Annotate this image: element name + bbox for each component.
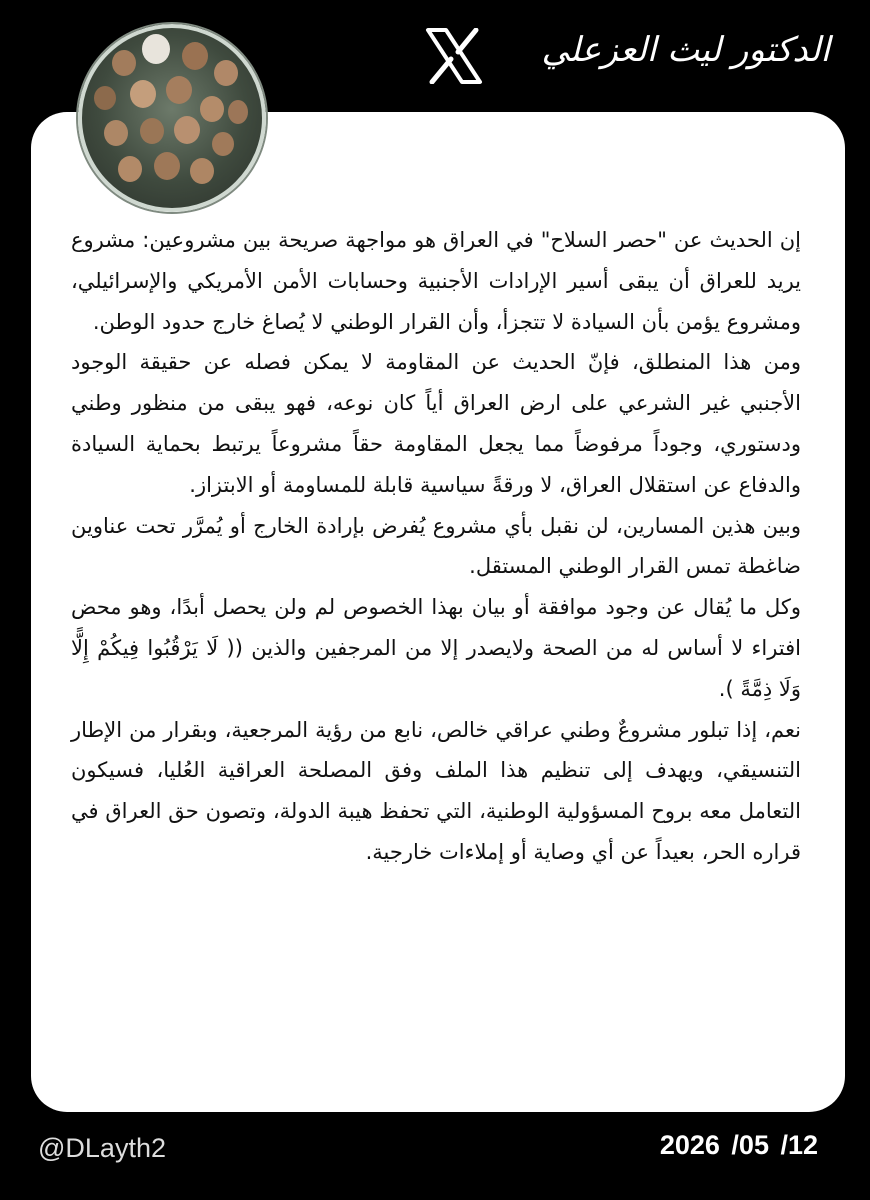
- paragraph-1: إن الحديث عن "حصر السلاح" في العراق هو مواجهة صريحة بين مشروعين: مشروع يريد للعراق أن يبقى أسير الإرادات الأجنبية وحسابات الأمن الأمريكي والإسرائيلي، ومشروع يؤمن بأن السيادة لا تتجزأ، وأن القرار الوطني لا يُصاغ خارج حدود الوطن.: [71, 228, 801, 334]
- post-body: [71, 220, 801, 873]
- paragraph-5: نعم، إذا تبلور مشروعٌ وطني عراقي خالص، نابع من رؤية المرجعية، وبقرار من الإطار التنسيقي، ويهدف إلى تنظيم هذا الملف وفق المصلحة العراقية العُليا، فسيكون التعامل معه بروح المسؤولية الوطنية، التي تحفظ هيبة الدولة، وتصون حق العراق في قراره الحر، بعيداً عن أي وصاية أو إملاءات خارجية.: [71, 717, 801, 864]
- post-card: [31, 112, 845, 1112]
- paragraph-4: وكل ما يُقال عن وجود موافقة أو بيان بهذا الخصوص لم ولن يحصل أبدًا، وهو محض افتراء لا أساس له من الصحة ولايصدر إلا من المرجفين والذين (( لَا يَرْقُبُوا فِيكُمْ إِلًّا وَلَا ذِمَّةً ).: [71, 595, 801, 701]
- profile-avatar[interactable]: [78, 24, 266, 212]
- x-logo-icon[interactable]: [424, 28, 484, 84]
- paragraph-2: ومن هذا المنطلق، فإنّ الحديث عن المقاومة لا يمكن فصله عن حقيقة الوجود الأجنبي غير الشرعي على ارض العراق أياً كان نوعه، فهو يبقى من منظور وطني ودستوري، وجوداً مرفوضاً مما يجعل المقاومة حقاً مشروعاً يرتبط بحماية السيادة والدفاع عن استقلال العراق، لا ورقةً سياسية قابلة للمساومة أو الابتزاز.: [71, 350, 801, 497]
- post-date: 2026 /05 /12: [659, 1130, 818, 1160]
- twitter-handle[interactable]: @DLayth2: [38, 1133, 166, 1163]
- signature-calligraphy: الدكتور ليث العزعلي: [541, 30, 830, 70]
- paragraph-3: وبين هذين المسارين، لن نقبل بأي مشروع يُفرض بإرادة الخارج أو يُمرَّر تحت عناوين ضاغطة تمس القرار الوطني المستقل.: [71, 513, 801, 579]
